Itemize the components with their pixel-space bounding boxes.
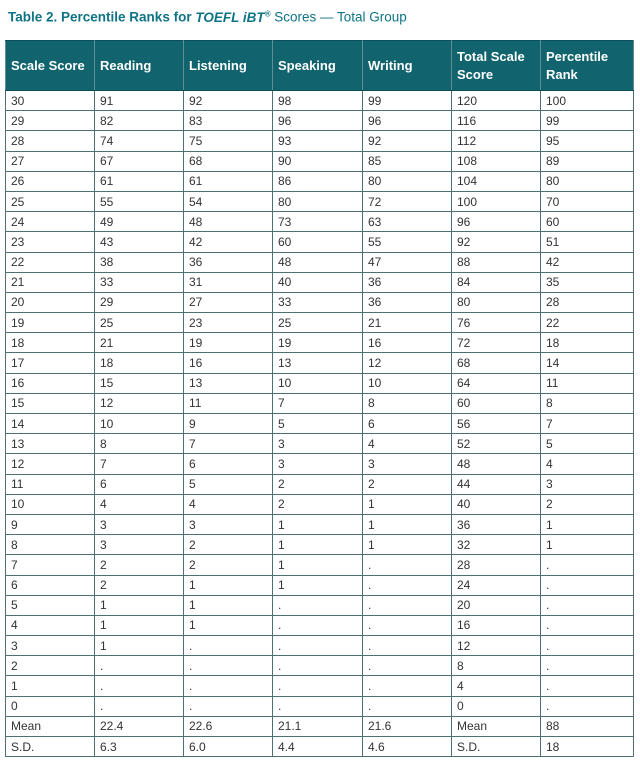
table-row: [6, 171, 634, 191]
cell-listening: 4: [184, 494, 273, 514]
cell-percentile-rank: 42: [541, 252, 634, 272]
table-row: [6, 313, 634, 333]
cell-percentile-rank: 95: [541, 131, 634, 151]
cell-total-scale-score: 48: [452, 454, 541, 474]
cell-total-scale-score: 84: [452, 272, 541, 292]
cell-percentile-rank: 14: [541, 353, 634, 373]
cell-reading: 33: [95, 272, 184, 292]
cell-writing: 16: [363, 333, 452, 353]
cell-scale-score: 5: [6, 595, 95, 615]
cell-listening: 5: [184, 474, 273, 494]
cell-listening: 6.0: [184, 737, 273, 757]
cell-speaking: 40: [273, 272, 363, 292]
cell-reading: 4: [95, 494, 184, 514]
cell-scale-score: 12: [6, 454, 95, 474]
cell-speaking: 90: [273, 151, 363, 171]
cell-percentile-rank: 99: [541, 111, 634, 131]
cell-speaking: 21.1: [273, 716, 363, 736]
table-row: [6, 393, 634, 413]
cell-listening: 68: [184, 151, 273, 171]
table-row: [6, 232, 634, 252]
cell-speaking: 73: [273, 212, 363, 232]
cell-percentile-rank: 4: [541, 454, 634, 474]
cell-percentile-rank: .: [541, 676, 634, 696]
column-header-reading: Reading: [95, 41, 184, 91]
cell-scale-score: 9: [6, 514, 95, 534]
cell-speaking: .: [273, 696, 363, 716]
table-row: [6, 494, 634, 514]
cell-speaking: 96: [273, 111, 363, 131]
cell-scale-score: 19: [6, 313, 95, 333]
cell-writing: 55: [363, 232, 452, 252]
cell-listening: 42: [184, 232, 273, 252]
cell-scale-score: 30: [6, 91, 95, 111]
cell-total-scale-score: 16: [452, 615, 541, 635]
cell-listening: 36: [184, 252, 273, 272]
cell-reading: 38: [95, 252, 184, 272]
cell-percentile-rank: .: [541, 555, 634, 575]
cell-percentile-rank: .: [541, 615, 634, 635]
cell-total-scale-score: 104: [452, 171, 541, 191]
cell-listening: 7: [184, 434, 273, 454]
cell-total-scale-score: 76: [452, 313, 541, 333]
cell-listening: 83: [184, 111, 273, 131]
cell-percentile-rank: .: [541, 595, 634, 615]
cell-percentile-rank: 7: [541, 414, 634, 434]
table-row: [6, 474, 634, 494]
cell-percentile-rank: 88: [541, 716, 634, 736]
cell-scale-score: 26: [6, 171, 95, 191]
cell-writing: 47: [363, 252, 452, 272]
cell-writing: .: [363, 575, 452, 595]
cell-percentile-rank: 8: [541, 393, 634, 413]
cell-percentile-rank: 2: [541, 494, 634, 514]
cell-percentile-rank: 18: [541, 737, 634, 757]
cell-speaking: .: [273, 676, 363, 696]
cell-total-scale-score: 96: [452, 212, 541, 232]
cell-reading: 6.3: [95, 737, 184, 757]
cell-listening: 48: [184, 212, 273, 232]
cell-writing: 1: [363, 514, 452, 534]
table-row: [6, 535, 634, 555]
cell-scale-score: 3: [6, 636, 95, 656]
cell-writing: 3: [363, 454, 452, 474]
cell-speaking: 86: [273, 171, 363, 191]
cell-total-scale-score: 44: [452, 474, 541, 494]
cell-percentile-rank: 100: [541, 91, 634, 111]
cell-reading: 74: [95, 131, 184, 151]
table-row: [6, 716, 634, 736]
table-body: [6, 91, 634, 757]
table-row: [6, 696, 634, 716]
cell-scale-score: 23: [6, 232, 95, 252]
cell-scale-score: 2: [6, 656, 95, 676]
title-prefix: Table 2. Percentile Ranks for: [8, 9, 196, 25]
cell-reading: 55: [95, 191, 184, 211]
table-row: [6, 292, 634, 312]
cell-scale-score: 21: [6, 272, 95, 292]
cell-scale-score: 20: [6, 292, 95, 312]
cell-writing: 72: [363, 191, 452, 211]
cell-listening: 2: [184, 535, 273, 555]
cell-reading: 8: [95, 434, 184, 454]
cell-scale-score: 7: [6, 555, 95, 575]
cell-percentile-rank: .: [541, 575, 634, 595]
table-row: [6, 636, 634, 656]
cell-percentile-rank: 51: [541, 232, 634, 252]
cell-total-scale-score: 0: [452, 696, 541, 716]
cell-percentile-rank: 5: [541, 434, 634, 454]
cell-writing: 2: [363, 474, 452, 494]
cell-speaking: 5: [273, 414, 363, 434]
cell-total-scale-score: 32: [452, 535, 541, 555]
cell-scale-score: 0: [6, 696, 95, 716]
cell-reading: 10: [95, 414, 184, 434]
cell-listening: .: [184, 676, 273, 696]
cell-reading: .: [95, 696, 184, 716]
cell-reading: 6: [95, 474, 184, 494]
cell-total-scale-score: 108: [452, 151, 541, 171]
cell-speaking: 33: [273, 292, 363, 312]
cell-writing: 63: [363, 212, 452, 232]
cell-listening: 31: [184, 272, 273, 292]
cell-total-scale-score: 116: [452, 111, 541, 131]
cell-total-scale-score: Mean: [452, 716, 541, 736]
cell-listening: 16: [184, 353, 273, 373]
cell-listening: 13: [184, 373, 273, 393]
cell-writing: 1: [363, 535, 452, 555]
cell-speaking: 1: [273, 575, 363, 595]
cell-scale-score: 14: [6, 414, 95, 434]
cell-percentile-rank: .: [541, 636, 634, 656]
table-row: [6, 454, 634, 474]
cell-reading: 43: [95, 232, 184, 252]
cell-speaking: 98: [273, 91, 363, 111]
cell-total-scale-score: 120: [452, 91, 541, 111]
cell-reading: 3: [95, 535, 184, 555]
cell-percentile-rank: .: [541, 656, 634, 676]
title-suffix: Scores — Total Group: [270, 9, 407, 25]
cell-percentile-rank: 1: [541, 514, 634, 534]
column-header-writing: Writing: [363, 41, 452, 91]
cell-listening: 19: [184, 333, 273, 353]
table-title: [8, 9, 407, 25]
cell-writing: 85: [363, 151, 452, 171]
cell-speaking: 10: [273, 373, 363, 393]
cell-reading: 2: [95, 555, 184, 575]
cell-speaking: .: [273, 595, 363, 615]
table-row: [6, 212, 634, 232]
cell-reading: 25: [95, 313, 184, 333]
cell-writing: 8: [363, 393, 452, 413]
cell-speaking: 7: [273, 393, 363, 413]
cell-reading: 29: [95, 292, 184, 312]
cell-writing: 10: [363, 373, 452, 393]
cell-speaking: .: [273, 656, 363, 676]
cell-listening: 54: [184, 191, 273, 211]
cell-scale-score: 6: [6, 575, 95, 595]
cell-writing: 4: [363, 434, 452, 454]
registered-mark: ®: [264, 9, 271, 18]
cell-reading: 12: [95, 393, 184, 413]
cell-scale-score: Mean: [6, 716, 95, 736]
cell-scale-score: 25: [6, 191, 95, 211]
cell-speaking: .: [273, 636, 363, 656]
table-row: [6, 131, 634, 151]
cell-speaking: 93: [273, 131, 363, 151]
cell-listening: 23: [184, 313, 273, 333]
cell-speaking: 1: [273, 535, 363, 555]
cell-writing: .: [363, 595, 452, 615]
cell-reading: 91: [95, 91, 184, 111]
table-row: [6, 111, 634, 131]
cell-total-scale-score: 4: [452, 676, 541, 696]
table-row: [6, 333, 634, 353]
cell-scale-score: 24: [6, 212, 95, 232]
cell-listening: 1: [184, 595, 273, 615]
cell-total-scale-score: 28: [452, 555, 541, 575]
cell-scale-score: 18: [6, 333, 95, 353]
cell-speaking: 1: [273, 555, 363, 575]
cell-total-scale-score: 52: [452, 434, 541, 454]
table-row: [6, 575, 634, 595]
cell-speaking: 3: [273, 434, 363, 454]
cell-writing: .: [363, 696, 452, 716]
table-header: [6, 41, 634, 91]
cell-reading: 61: [95, 171, 184, 191]
cell-percentile-rank: 18: [541, 333, 634, 353]
cell-speaking: 25: [273, 313, 363, 333]
cell-percentile-rank: 80: [541, 171, 634, 191]
cell-scale-score: 1: [6, 676, 95, 696]
cell-scale-score: 17: [6, 353, 95, 373]
column-header-speaking: Speaking: [273, 41, 363, 91]
table-row: [6, 373, 634, 393]
table-row: [6, 514, 634, 534]
table-row: [6, 414, 634, 434]
cell-reading: 2: [95, 575, 184, 595]
cell-listening: 22.6: [184, 716, 273, 736]
cell-total-scale-score: 80: [452, 292, 541, 312]
cell-percentile-rank: 60: [541, 212, 634, 232]
cell-writing: 1: [363, 494, 452, 514]
cell-speaking: 48: [273, 252, 363, 272]
cell-speaking: 13: [273, 353, 363, 373]
cell-writing: 21.6: [363, 716, 452, 736]
cell-speaking: 2: [273, 494, 363, 514]
cell-percentile-rank: 70: [541, 191, 634, 211]
cell-reading: 21: [95, 333, 184, 353]
cell-total-scale-score: 100: [452, 191, 541, 211]
table-row: [6, 252, 634, 272]
cell-speaking: 80: [273, 191, 363, 211]
cell-total-scale-score: 8: [452, 656, 541, 676]
cell-total-scale-score: 88: [452, 252, 541, 272]
cell-total-scale-score: 92: [452, 232, 541, 252]
table-row: [6, 191, 634, 211]
table-row: [6, 555, 634, 575]
column-header-percentile-rank: Percentile Rank: [541, 41, 634, 91]
cell-listening: .: [184, 636, 273, 656]
cell-scale-score: 8: [6, 535, 95, 555]
cell-speaking: 60: [273, 232, 363, 252]
cell-reading: 82: [95, 111, 184, 131]
cell-total-scale-score: 60: [452, 393, 541, 413]
table-row: [6, 676, 634, 696]
cell-percentile-rank: 11: [541, 373, 634, 393]
cell-reading: 49: [95, 212, 184, 232]
cell-total-scale-score: 68: [452, 353, 541, 373]
cell-reading: 18: [95, 353, 184, 373]
cell-percentile-rank: 1: [541, 535, 634, 555]
cell-percentile-rank: 22: [541, 313, 634, 333]
cell-listening: 27: [184, 292, 273, 312]
cell-total-scale-score: S.D.: [452, 737, 541, 757]
cell-total-scale-score: 24: [452, 575, 541, 595]
cell-scale-score: 11: [6, 474, 95, 494]
table-row: [6, 434, 634, 454]
cell-writing: 6: [363, 414, 452, 434]
cell-scale-score: 10: [6, 494, 95, 514]
cell-listening: 92: [184, 91, 273, 111]
cell-reading: .: [95, 656, 184, 676]
title-brand: [195, 10, 270, 25]
cell-listening: 9: [184, 414, 273, 434]
cell-scale-score: 13: [6, 434, 95, 454]
cell-total-scale-score: 36: [452, 514, 541, 534]
table-row: [6, 353, 634, 373]
cell-listening: 11: [184, 393, 273, 413]
cell-writing: 12: [363, 353, 452, 373]
cell-writing: 80: [363, 171, 452, 191]
column-header-total-scale-score: Total Scale Score: [452, 41, 541, 91]
percentile-table: [5, 40, 634, 757]
table-row: [6, 615, 634, 635]
cell-percentile-rank: 89: [541, 151, 634, 171]
cell-writing: 21: [363, 313, 452, 333]
cell-reading: 67: [95, 151, 184, 171]
cell-total-scale-score: 20: [452, 595, 541, 615]
cell-reading: 7: [95, 454, 184, 474]
cell-listening: 2: [184, 555, 273, 575]
cell-total-scale-score: 12: [452, 636, 541, 656]
cell-reading: 1: [95, 595, 184, 615]
cell-percentile-rank: .: [541, 696, 634, 716]
cell-speaking: 1: [273, 514, 363, 534]
cell-writing: 36: [363, 272, 452, 292]
cell-writing: 92: [363, 131, 452, 151]
cell-total-scale-score: 72: [452, 333, 541, 353]
cell-total-scale-score: 56: [452, 414, 541, 434]
cell-reading: 1: [95, 636, 184, 656]
cell-speaking: 3: [273, 454, 363, 474]
cell-writing: 4.6: [363, 737, 452, 757]
cell-reading: .: [95, 676, 184, 696]
cell-scale-score: 15: [6, 393, 95, 413]
cell-percentile-rank: 35: [541, 272, 634, 292]
cell-total-scale-score: 64: [452, 373, 541, 393]
cell-listening: .: [184, 696, 273, 716]
table-row: [6, 737, 634, 757]
cell-listening: 3: [184, 514, 273, 534]
table-row: [6, 151, 634, 171]
cell-listening: 6: [184, 454, 273, 474]
cell-scale-score: 22: [6, 252, 95, 272]
cell-scale-score: S.D.: [6, 737, 95, 757]
cell-reading: 22.4: [95, 716, 184, 736]
cell-listening: 1: [184, 615, 273, 635]
cell-writing: .: [363, 615, 452, 635]
table-row: [6, 91, 634, 111]
cell-speaking: 2: [273, 474, 363, 494]
table-row: [6, 656, 634, 676]
header-row: [6, 41, 634, 91]
cell-scale-score: 29: [6, 111, 95, 131]
cell-writing: 99: [363, 91, 452, 111]
cell-writing: 36: [363, 292, 452, 312]
cell-total-scale-score: 40: [452, 494, 541, 514]
cell-scale-score: 16: [6, 373, 95, 393]
cell-scale-score: 28: [6, 131, 95, 151]
cell-writing: .: [363, 555, 452, 575]
cell-reading: 3: [95, 514, 184, 534]
cell-speaking: .: [273, 615, 363, 635]
cell-writing: .: [363, 676, 452, 696]
cell-percentile-rank: 28: [541, 292, 634, 312]
cell-listening: .: [184, 656, 273, 676]
cell-reading: 1: [95, 615, 184, 635]
cell-writing: .: [363, 656, 452, 676]
cell-total-scale-score: 112: [452, 131, 541, 151]
title-brand-text: TOEFL iBT: [195, 9, 265, 25]
cell-scale-score: 27: [6, 151, 95, 171]
cell-writing: .: [363, 636, 452, 656]
cell-percentile-rank: 3: [541, 474, 634, 494]
table-row: [6, 272, 634, 292]
column-header-listening: Listening: [184, 41, 273, 91]
cell-speaking: 4.4: [273, 737, 363, 757]
cell-reading: 15: [95, 373, 184, 393]
cell-scale-score: 4: [6, 615, 95, 635]
cell-writing: 96: [363, 111, 452, 131]
column-header-scale-score: Scale Score: [6, 41, 95, 91]
cell-speaking: 19: [273, 333, 363, 353]
cell-listening: 61: [184, 171, 273, 191]
cell-listening: 75: [184, 131, 273, 151]
cell-listening: 1: [184, 575, 273, 595]
table-row: [6, 595, 634, 615]
